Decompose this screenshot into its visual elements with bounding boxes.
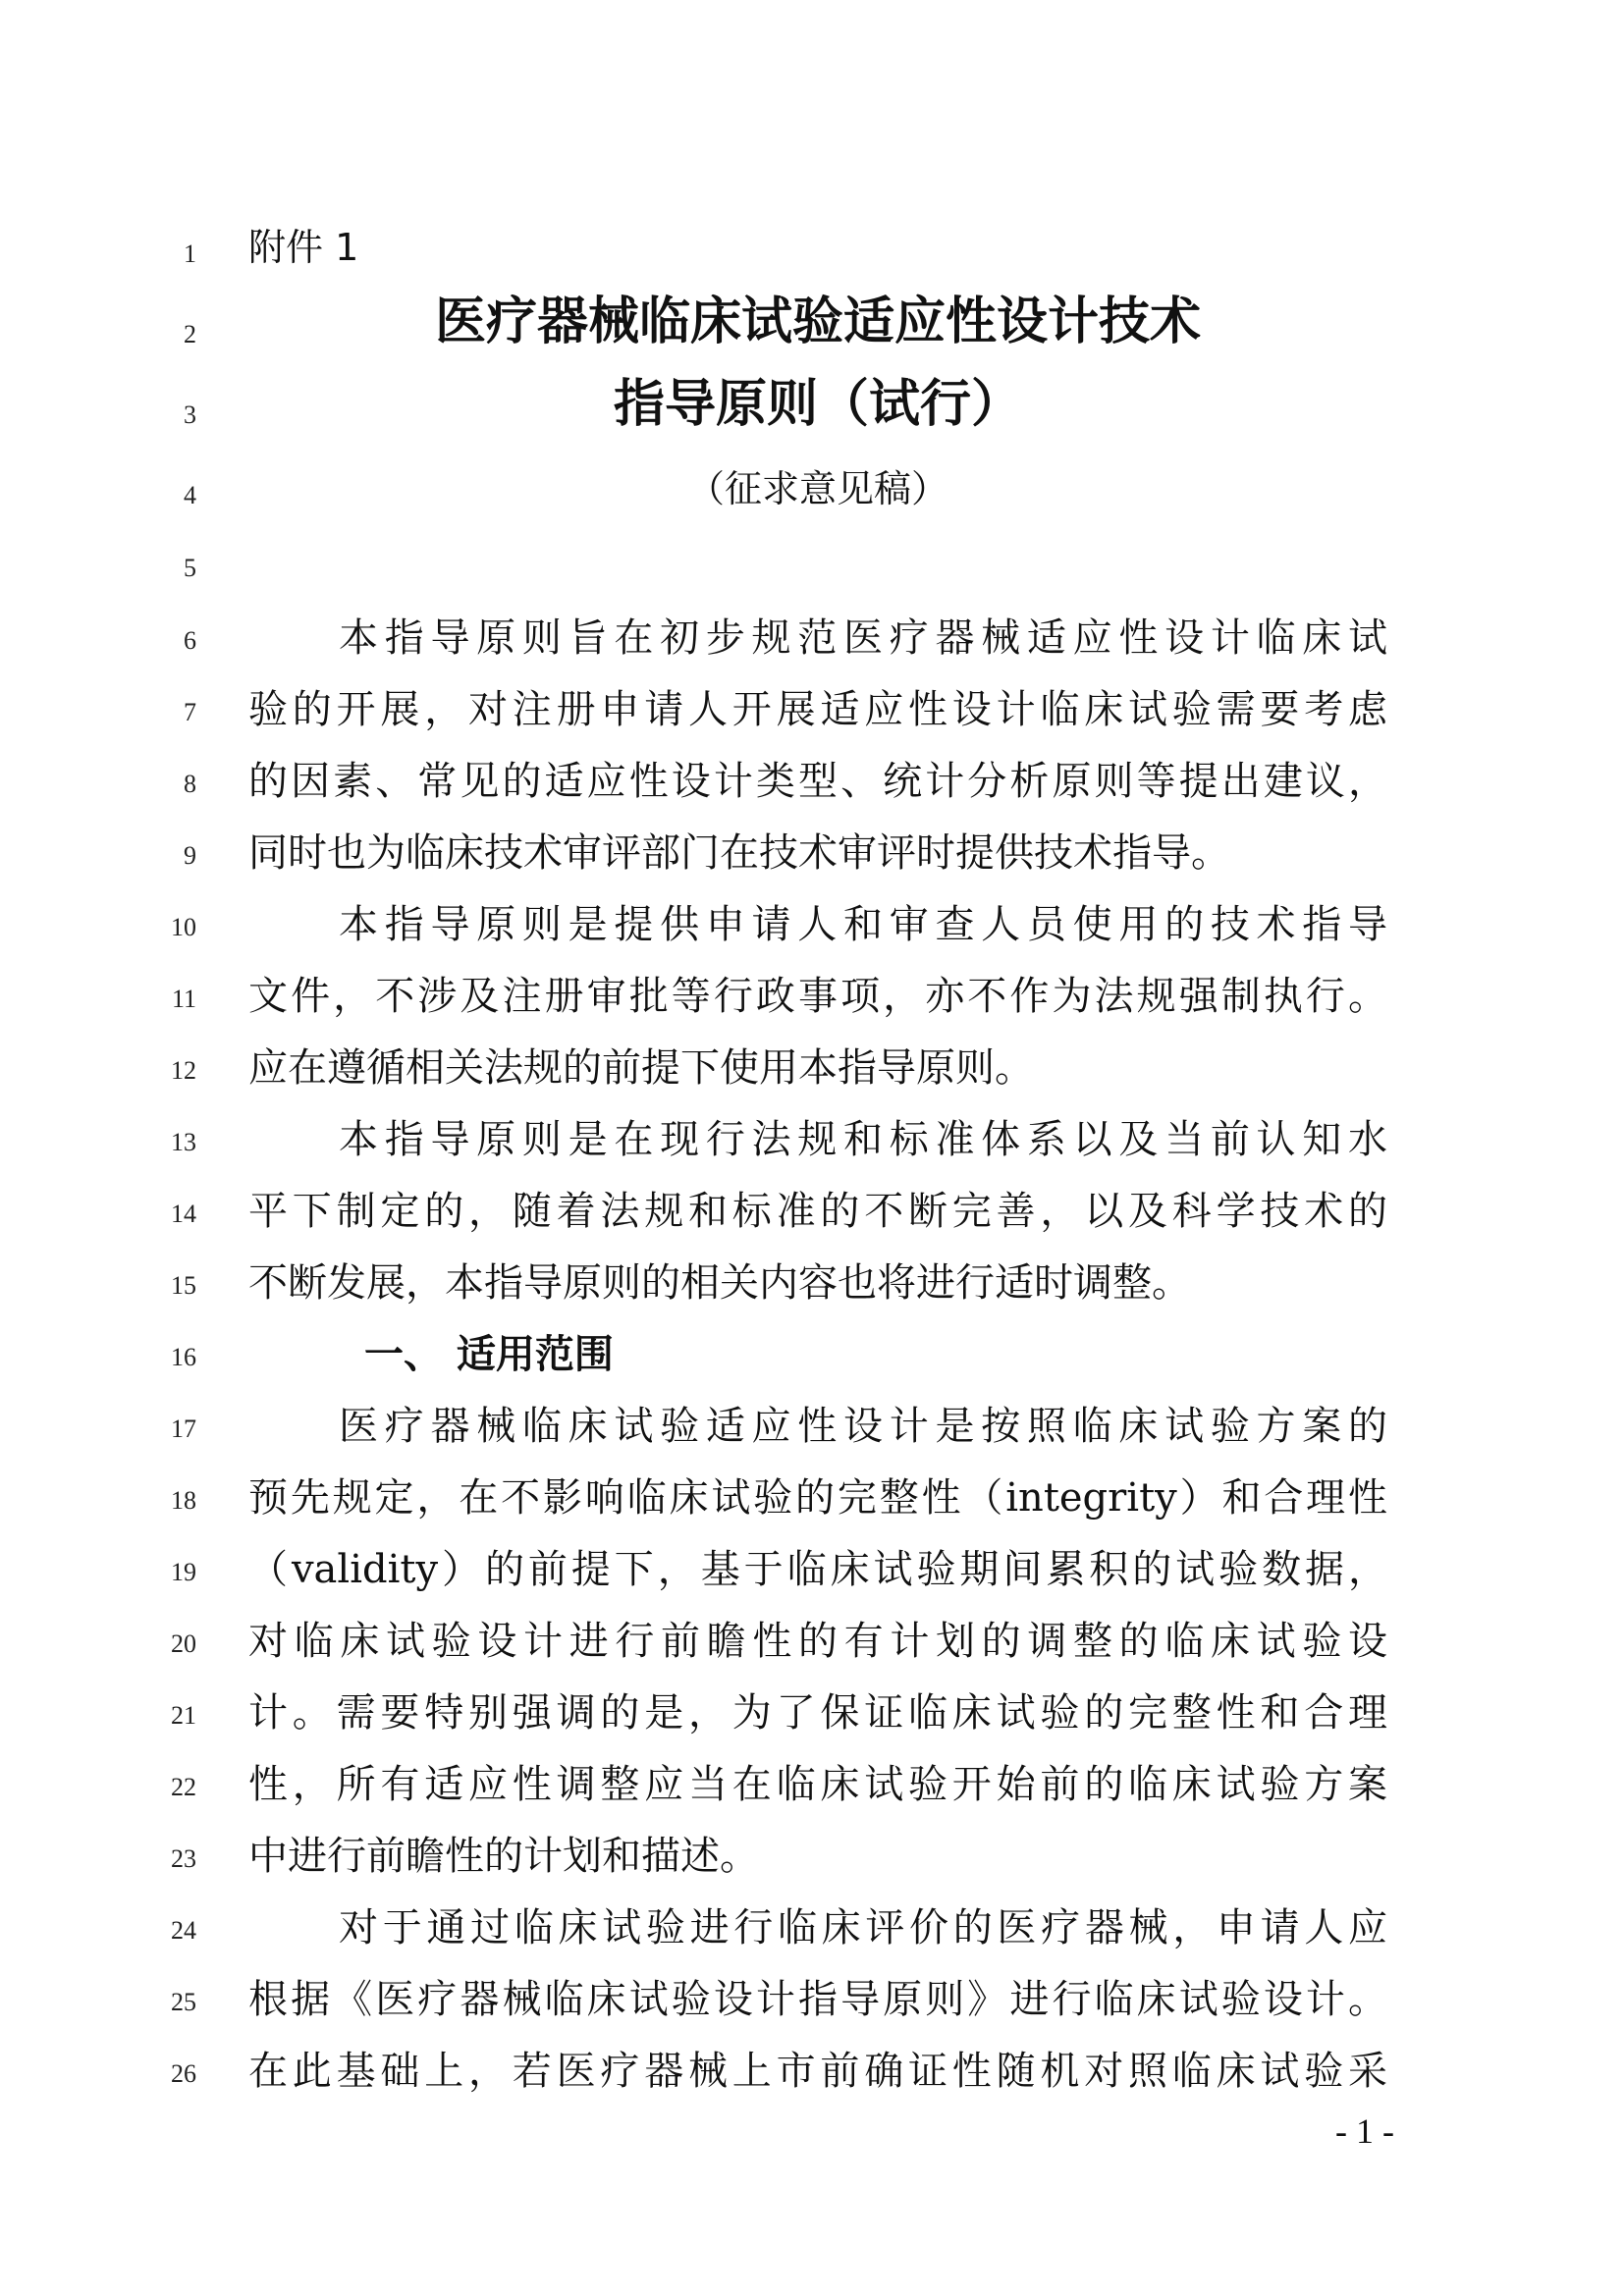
body-line: 同时也为临床技术审评部门在技术审评时提供技术指导。	[248, 830, 1230, 876]
line-number: 4	[184, 481, 196, 509]
body-line: 文件，不涉及注册审批等行政事项，亦不作为法规强制执行。	[248, 974, 1387, 1019]
line-number: 14	[171, 1200, 196, 1228]
body-line: 本指导原则旨在初步规范医疗器械适应性设计临床试	[339, 615, 1387, 661]
body-line: 本指导原则是在现行法规和标准体系以及当前认知水	[339, 1117, 1387, 1162]
body-line: 本指导原则是提供申请人和审查人员使用的技术指导	[339, 902, 1387, 947]
body-line: 应在遵循相关法规的前提下使用本指导原则。	[248, 1045, 1034, 1091]
line-number: 22	[171, 1773, 196, 1801]
body-line: 对于通过临床试验进行临床评价的医疗器械，申请人应	[339, 1905, 1387, 1950]
document-title-line-1: 医疗器械临床试验适应性设计技术	[434, 293, 1201, 351]
line-number: 7	[184, 698, 196, 726]
body-line: 不断发展，本指导原则的相关内容也将进行适时调整。	[248, 1260, 1191, 1306]
line-number: 12	[171, 1056, 196, 1085]
line-number: 15	[171, 1271, 196, 1300]
line-number: 17	[171, 1415, 196, 1443]
line-number: 9	[184, 841, 196, 870]
body-line: 预先规定，在不影响临床试验的完整性（integrity）和合理性	[248, 1475, 1387, 1521]
body-line: 对临床试验设计进行前瞻性的有计划的调整的临床试验设	[248, 1619, 1387, 1664]
body-line: 平下制定的，随着法规和标准的不断完善，以及科学技术的	[248, 1189, 1387, 1234]
line-number: 21	[171, 1701, 196, 1730]
body-line: 的因素、常见的适应性设计类型、统计分析原则等提出建议，	[248, 759, 1387, 804]
attachment-label: 附件 1	[248, 226, 359, 269]
section-heading: 一、 适用范围	[364, 1332, 614, 1377]
line-number: 10	[171, 913, 196, 941]
body-line: （validity）的前提下，基于临床试验期间累积的试验数据，	[248, 1547, 1387, 1592]
line-number: 18	[171, 1486, 196, 1515]
document-title-line-2: 指导原则（试行）	[613, 375, 1022, 434]
line-number: 5	[184, 554, 196, 582]
line-number: 24	[171, 1916, 196, 1945]
line-number: 11	[171, 985, 196, 1013]
body-line: 医疗器械临床试验适应性设计是按照临床试验方案的	[339, 1404, 1387, 1449]
line-number: 2	[184, 320, 196, 348]
body-line: 计。需要特别强调的是，为了保证临床试验的完整性和合理	[248, 1690, 1387, 1735]
body-line: 中进行前瞻性的计划和描述。	[248, 1834, 759, 1879]
line-number: 26	[171, 2059, 196, 2088]
line-number: 25	[171, 1988, 196, 2016]
line-number: 8	[184, 770, 196, 798]
body-line: 在此基础上，若医疗器械上市前确证性随机对照临床试验采	[248, 2049, 1387, 2094]
page-number: - 1 -	[1335, 2111, 1394, 2151]
draft-subtitle: （征求意见稿）	[686, 467, 948, 510]
line-number: 1	[184, 240, 196, 268]
line-number: 6	[184, 626, 196, 655]
line-number: 16	[171, 1343, 196, 1371]
line-number: 13	[171, 1128, 196, 1156]
body-line: 性，所有适应性调整应当在临床试验开始前的临床试验方案	[248, 1762, 1387, 1807]
line-number: 19	[171, 1558, 196, 1586]
body-line: 根据《医疗器械临床试验设计指导原则》进行临床试验设计。	[248, 1977, 1387, 2022]
body-line: 验的开展，对注册申请人开展适应性设计临床试验需要考虑	[248, 687, 1387, 732]
line-number: 23	[171, 1844, 196, 1873]
line-number: 3	[184, 400, 196, 429]
line-number: 20	[171, 1629, 196, 1658]
